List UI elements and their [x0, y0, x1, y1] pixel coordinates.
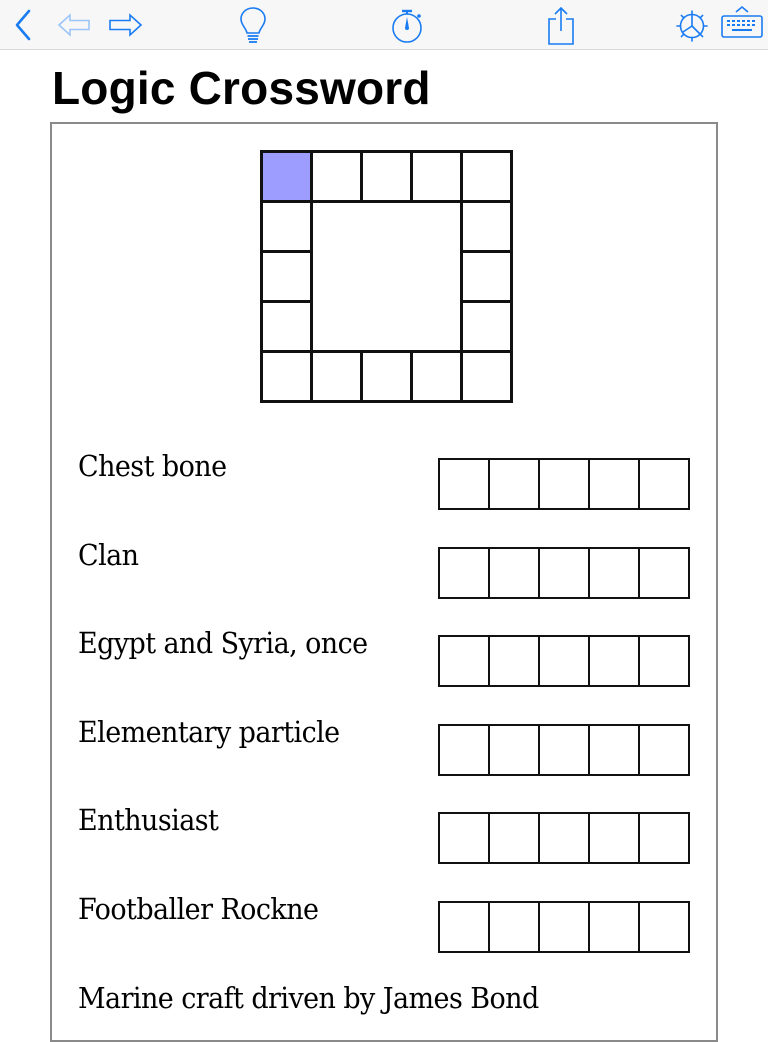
answer-letter-box[interactable] [438, 724, 490, 776]
answer-letter-box[interactable] [588, 635, 640, 687]
answer-letter-box[interactable] [538, 458, 590, 510]
answer-boxes [438, 901, 690, 953]
answer-letter-box[interactable] [438, 901, 490, 953]
clue-text: Elementary particle [78, 715, 340, 749]
clue-row [52, 623, 716, 677]
answer-letter-box[interactable] [638, 812, 690, 864]
timer-stopwatch-icon[interactable] [388, 5, 426, 45]
grid-cell[interactable] [460, 200, 513, 253]
answer-letter-box[interactable] [438, 547, 490, 599]
puzzle-panel [50, 122, 718, 1042]
clue-text: Marine craft driven by James Bond [78, 981, 539, 1015]
grid-cell[interactable] [260, 200, 313, 253]
answer-letter-box[interactable] [538, 901, 590, 953]
answer-letter-box[interactable] [488, 812, 540, 864]
answer-letter-box[interactable] [588, 812, 640, 864]
answer-letter-box[interactable] [438, 635, 490, 687]
clue-text: Chest bone [78, 449, 227, 483]
toolbar [0, 0, 768, 50]
answer-letter-box[interactable] [538, 812, 590, 864]
answer-boxes [438, 812, 690, 864]
crossword-grid [260, 150, 512, 402]
answer-letter-box[interactable] [538, 635, 590, 687]
clue-text: Enthusiast [78, 803, 219, 837]
answer-letter-box[interactable] [488, 635, 540, 687]
answer-boxes [438, 724, 690, 776]
settings-gear-icon[interactable] [674, 5, 710, 45]
answer-letter-box[interactable] [638, 458, 690, 510]
answer-letter-box[interactable] [488, 901, 540, 953]
answer-letter-box[interactable] [538, 547, 590, 599]
answer-letter-box[interactable] [588, 458, 640, 510]
grid-cell[interactable] [260, 300, 313, 353]
answer-letter-box[interactable] [438, 812, 490, 864]
grid-cell[interactable] [460, 350, 513, 403]
clue-row [52, 446, 716, 500]
clue-row [52, 712, 716, 766]
grid-cell[interactable] [410, 150, 463, 203]
clue-row [52, 535, 716, 589]
grid-cell[interactable] [260, 350, 313, 403]
answer-letter-box[interactable] [588, 547, 640, 599]
grid-cell[interactable] [310, 350, 363, 403]
keyboard-icon[interactable] [720, 5, 764, 45]
undo-arrow-icon[interactable] [56, 5, 94, 45]
share-icon[interactable] [544, 5, 578, 45]
back-chevron-icon[interactable] [10, 5, 36, 45]
answer-letter-box[interactable] [638, 635, 690, 687]
grid-cell[interactable] [460, 150, 513, 203]
grid-cell[interactable] [410, 350, 463, 403]
grid-cell[interactable] [460, 300, 513, 353]
answer-boxes [438, 458, 690, 510]
answer-letter-box[interactable] [638, 901, 690, 953]
answer-boxes [438, 635, 690, 687]
answer-letter-box[interactable] [488, 724, 540, 776]
answer-letter-box[interactable] [538, 724, 590, 776]
clue-row [52, 889, 716, 943]
clue-text: Footballer Rockne [78, 892, 319, 926]
clue-text: Egypt and Syria, once [78, 626, 368, 660]
answer-letter-box[interactable] [438, 458, 490, 510]
answer-letter-box[interactable] [588, 724, 640, 776]
grid-cell[interactable] [360, 150, 413, 203]
answer-letter-box[interactable] [588, 901, 640, 953]
answer-letter-box[interactable] [488, 547, 540, 599]
grid-cell[interactable] [460, 250, 513, 303]
redo-arrow-icon[interactable] [106, 5, 144, 45]
grid-cell[interactable] [310, 150, 363, 203]
page-title: Logic Crossword [52, 62, 431, 114]
answer-letter-box[interactable] [638, 724, 690, 776]
grid-cell[interactable] [360, 350, 413, 403]
clue-text: Clan [78, 538, 139, 572]
answer-letter-box[interactable] [638, 547, 690, 599]
hint-lightbulb-icon[interactable] [236, 5, 270, 45]
clue-row [52, 800, 716, 854]
answer-letter-box[interactable] [488, 458, 540, 510]
grid-cell-selected[interactable] [260, 150, 313, 203]
answer-boxes [438, 547, 690, 599]
grid-cell[interactable] [260, 250, 313, 303]
